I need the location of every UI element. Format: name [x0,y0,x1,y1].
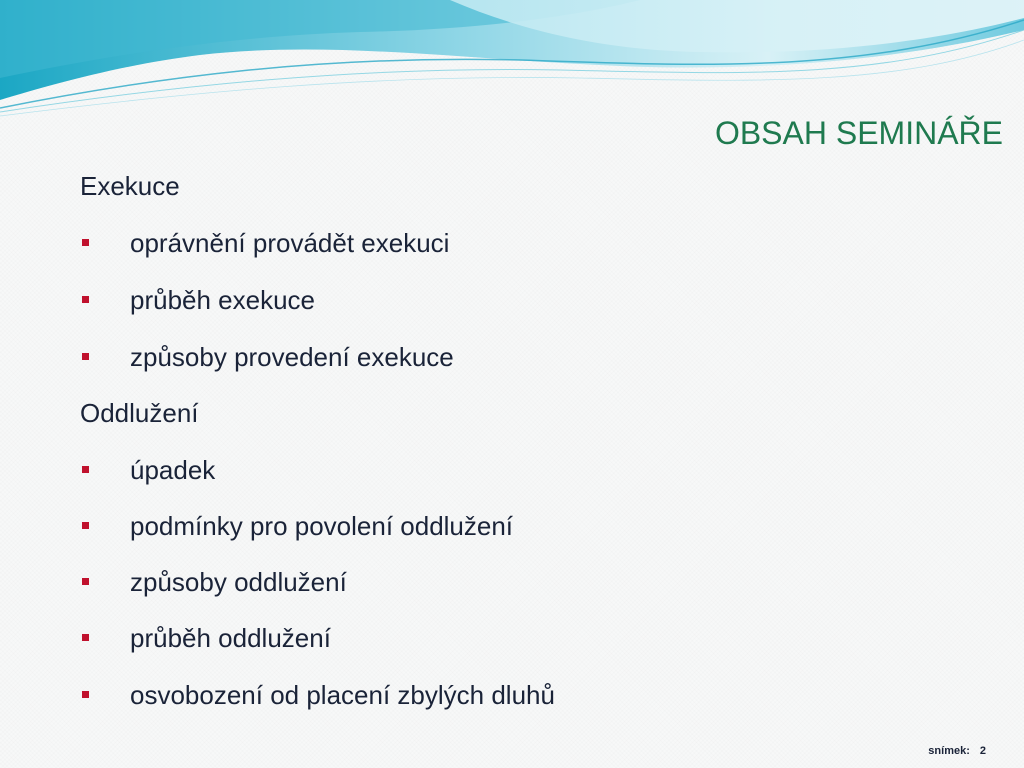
slide-number-label: snímek: [928,745,970,757]
bullet-icon [82,353,89,360]
list-item-text: úpadek [130,455,216,485]
section-heading-oddluzeni: Oddlužení [80,398,199,428]
bullet-icon [82,522,89,529]
bullet-icon [82,296,89,303]
section-heading-exekuce: Exekuce [80,171,180,201]
list-item-text: průběh exekuce [130,285,316,315]
bullet-icon [82,578,89,585]
bullet-icon [82,466,89,473]
bullet-icon [82,691,89,698]
header-wave-decoration [0,0,1024,120]
slide-number-footer [928,745,986,757]
list-item [80,508,980,544]
list-item-text: podmínky pro povolení oddlužení [130,511,514,541]
slide-title: OBSAH SEMINÁŘE [714,115,1003,151]
list-item-text: způsoby provedení exekuce [130,342,454,372]
list-item [80,564,980,600]
list-item [80,677,980,713]
list-item-text: osvobození od placení zbylých dluhů [130,680,555,710]
list-item [80,225,980,261]
list-item-text: průběh oddlužení [130,623,331,653]
bullet-icon [82,239,89,246]
list-item-text: oprávnění provádět exekuci [130,228,450,258]
list-item [80,282,980,318]
list-item [80,452,980,488]
list-item [80,339,980,375]
list-item [80,620,980,656]
bullet-icon [82,634,89,641]
list-item-text: způsoby oddlužení [130,567,347,597]
slide-number: 2 [979,745,986,757]
